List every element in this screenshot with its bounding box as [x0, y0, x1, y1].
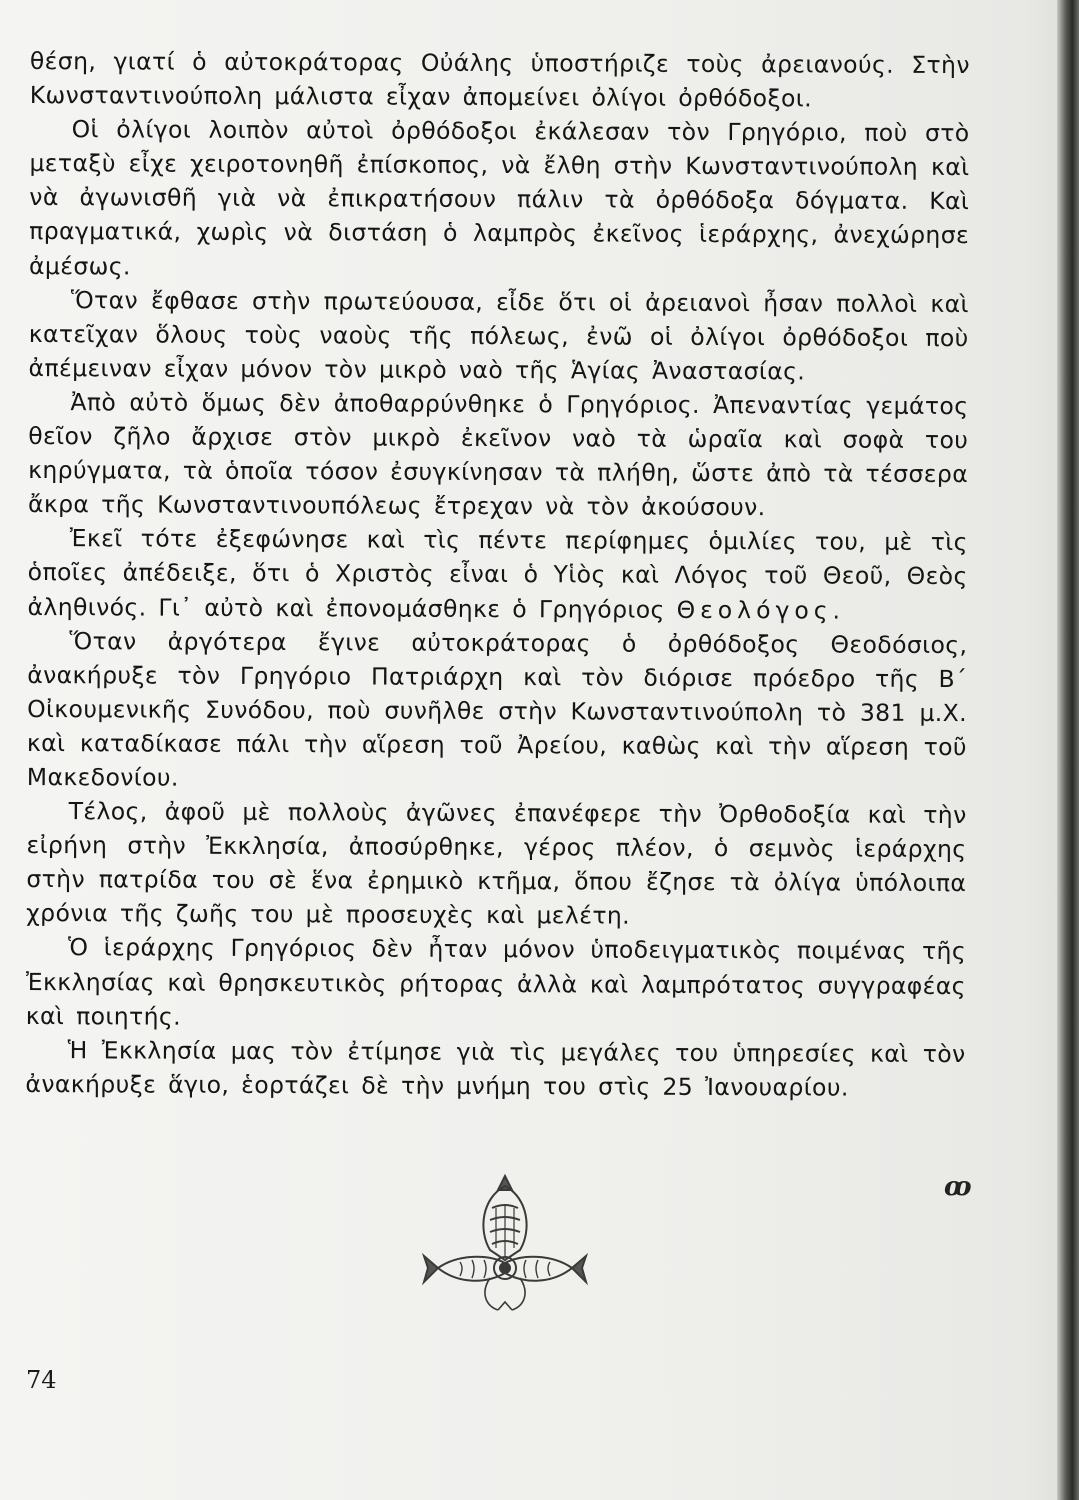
paragraph-text: Ἐκεῖ τότε ἐξεφώνησε καὶ τὶς πέντε περίφημες ὁμιλίες του, μὲ τὶς ὁποῖες ἀπέδειξε, ὅτι ὁ Χριστὸς εἶναι ὁ Υἱὸς καὶ Λόγος τοῦ Θεοῦ, Θεὸς ἀληθινός. Γι᾽ αὐτὸ καὶ ἐπονομάσθηκε ὁ Γρηγόριος — [27, 524, 968, 624]
paragraph-theologos — [27, 521, 967, 627]
paragraph-continuation: θέση, γιατί ὁ αὐτοκράτορας Οὐάλης ὑποστήριζε τοὺς ἀρειανούς. Στὴν Κωνσταντινούπολη μάλιστα εἶχαν ἀπομείνει ὀλίγοι ὀρθόδοξοι. — [29, 46, 970, 113]
paragraph: Ὁ ἱεράρχης Γρηγόριος δὲν ἦταν μόνον ὑποδειγματικὸς ποιμένας τῆς Ἐκκλησίας καὶ θρησκευτικὸς ρήτορας ἀλλὰ καὶ λαμπρότατος συγγραφέας καὶ ποιητής. — [25, 933, 967, 1031]
paragraph: Ὅταν ἔφθασε στὴν πρωτεύουσα, εἶδε ὅτι οἱ ἀρειανοὶ ἦσαν πολλοὶ καὶ κατεῖχαν ὅλους τοὺς ναοὺς τῆς πόλεως, ἐνῶ οἱ ὀλίγοι ὀρθόδοξοι ποὺ ἀπέμειναν εἶχαν μόνον τὸν μικρὸ ναὸ τῆς Ἁγίας Ἀναστασίας. — [28, 285, 969, 386]
paragraph: Τέλος, ἀφοῦ μὲ πολλοὺς ἀγῶνες ἐπανέφερε τὴν Ὀρθοδοξία καὶ τὴν εἰρήνη στὴν Ἐκκλησία, ἀποσύρθηκε, γέρος πλέον, ὁ σεμνὸς ἱεράρχης στὴν πατρίδα του σὲ ἕνα ἐρημικὸ κτῆμα, ὅπου ἔζησε τὰ ὀλίγα ὑπόλοιπα χρόνια τῆς ζωῆς του μὲ προσευχὲς καὶ μελέτη. — [26, 797, 967, 930]
book-spine-edge — [1057, 0, 1079, 1500]
paragraph: Ὅταν ἀργότερα ἔγινε αὐτοκράτορας ὁ ὀρθόδοξος Θεοδόσιος, ἀνακήρυξε τὸν Γρηγόριο Πατριάρχη καὶ τὸν διόρισε πρόεδρο τῆς Β΄ Οἰκουμενικῆς Συνόδου, ποὺ συνῆλθε στὴν Κωνσταντινούπολη τὸ 381 μ.Χ. καὶ καταδίκασε πάλι τὴν αἵρεση τοῦ Ἀρείου, καθὼς καὶ τὴν αἵρεση τοῦ Μακεδονίου. — [26, 626, 968, 792]
epithet-spaced: Θεολόγος. — [676, 595, 846, 625]
paragraph: Ἡ Ἐκκλησία μας τὸν ἐτίμησε γιὰ τὶς μεγάλες του ὑπηρεσίες καὶ τὸν ἀνακήρυξε ἅγιο, ἑορτάζει δὲ τὴν μνήμη του στὶς 25 Ἰανουαρίου. — [25, 1035, 966, 1102]
paragraph: Οἱ ὀλίγοι λοιπὸν αὐτοὶ ὀρθόδοξοι ἐκάλεσαν τὸν Γρηγόριο, ποὺ στὸ μεταξὺ εἶχε χειροτονηθῆ ἐπίσκοπος, νὰ ἔλθη στὴν Κωνσταντινούπολη καὶ νὰ ἀγωνισθῆ γιὰ νὰ ἐπικρατήσουν πάλιν τὰ ὀρθόδοξα δόγματα. Καὶ πραγματικά, χωρὶς νὰ διστάση ὁ λαμπρὸς ἐκεῖνος ἱεράρχης, ἀνεχώρησε ἀμέσως. — [28, 115, 970, 281]
end-flourish-mark: ꝏ — [944, 1172, 972, 1202]
paragraph: Ἀπὸ αὐτὸ ὅμως δὲν ἀποθαρρύνθηκε ὁ Γρηγόριος. Ἀπεναντίας γεμάτος θεῖον ζῆλο ἄρχισε στὸν μικρὸ ἐκεῖνον ναὸ τὰ ὡραῖα καὶ σοφὰ του κηρύγματα, τὰ ὁποῖα τόσον ἐσυγκίνησαν τὰ πλήθη, ὥστε ἀπὸ τὰ τέσσερα ἄκρα τῆς Κωνσταντινουπόλεως ἔτρεχαν νὰ τὸν ἀκούσουν. — [27, 388, 969, 522]
fish-trinity-ornament-icon — [420, 1168, 590, 1318]
page-body-text — [25, 44, 970, 1105]
page-number: 74 — [26, 1366, 57, 1394]
